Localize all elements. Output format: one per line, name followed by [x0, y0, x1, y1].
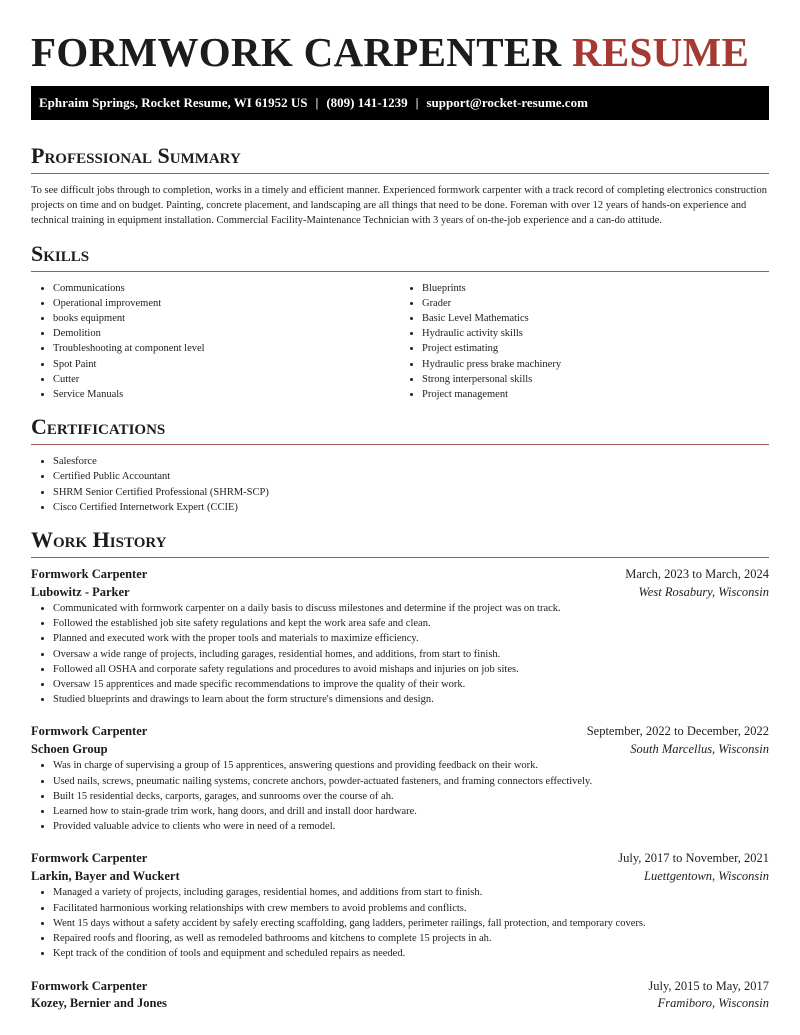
skill-item: • Project management	[422, 387, 769, 402]
job-duty-item: • Used nails, screws, pneumatic nailing systems, concrete anchors, powder-actuated fasteners, and framing connectors effectively.	[53, 774, 769, 789]
skill-item: • books equipment	[53, 311, 400, 326]
job-company-row	[31, 584, 769, 602]
job-entry	[31, 566, 769, 707]
section-divider	[31, 271, 769, 272]
resume-title	[31, 0, 769, 74]
certification-item: • Salesforce	[53, 454, 769, 469]
title-accent: RESUME	[571, 29, 750, 75]
contact-email: support@rocket-resume.com	[426, 95, 588, 110]
job-duty-item: • Was in charge of supervising a group of 15 apprentices, answering questions and providing feedback on their work.	[53, 758, 769, 773]
job-header-row	[31, 978, 769, 996]
job-dates: September, 2022 to December, 2022	[586, 724, 769, 739]
skill-item: • Cutter	[53, 372, 400, 387]
job-entry	[31, 723, 769, 834]
jobs-list	[31, 566, 769, 1012]
certification-item: • SHRM Senior Certified Professional (SHRM-SCP)	[53, 485, 769, 500]
skill-item: • Spot Paint	[53, 357, 400, 372]
job-dates: March, 2023 to March, 2024	[625, 567, 769, 582]
job-location: West Rosabury, Wisconsin	[638, 584, 769, 599]
section-divider	[31, 557, 769, 558]
summary-section	[31, 143, 769, 229]
job-header-row	[31, 566, 769, 584]
certifications-list	[31, 454, 769, 515]
skill-item: • Project estimating	[422, 341, 769, 356]
job-company-row	[31, 995, 769, 1013]
contact-separator: |	[315, 95, 319, 110]
skill-item: • Blueprints	[422, 281, 769, 296]
job-company: Larkin, Bayer and Wuckert	[31, 868, 180, 883]
certifications-heading: Certifications	[31, 414, 166, 440]
job-duties-list	[31, 758, 769, 834]
job-location: South Marcellus, Wisconsin	[630, 741, 769, 756]
job-duties-list	[31, 885, 769, 961]
summary-heading: Professional Summary	[31, 143, 241, 168]
skills-column-left	[31, 281, 400, 403]
job-duties-list	[31, 601, 769, 707]
skills-list-right	[400, 281, 769, 403]
section-divider	[31, 173, 769, 174]
job-title: Formwork Carpenter	[31, 851, 148, 866]
contact-phone: (809) 141-1239	[326, 95, 408, 110]
skill-item: • Service Manuals	[53, 387, 400, 402]
job-duty-item: • Managed a variety of projects, including garages, residential homes, and additions from start to finish.	[53, 885, 769, 900]
skills-heading: Skills	[31, 240, 90, 266]
job-dates: July, 2017 to November, 2021	[618, 851, 769, 866]
skill-item: • Grader	[422, 296, 769, 311]
job-duty-item: • Went 15 days without a safety accident by safely erecting scaffolding, gang ladders, perimeter railings, fall protection, and temporary covers.	[53, 916, 769, 931]
job-duty-item: • Kept track of the condition of tools and equipment and scheduled repairs as needed.	[53, 946, 769, 961]
job-duty-item: • Followed all OSHA and corporate safety regulations and procedures to avoid mishaps and injuries on job sites.	[53, 662, 769, 677]
job-company: Lubowitz - Parker	[31, 584, 130, 599]
skills-column-right	[400, 281, 769, 403]
summary-text: To see difficult jobs through to completion, works in a timely and efficient manner. Experienced formwork carpenter with a track record of completing electronics construction projects on time and on budget. Painting, concrete placement, and landscaping are all things that need to be done. Foreman with over 12 years of hands-on experience and technical training in equipment installation. Commercial Facility-Maintenance Technician with 3 years of on-the-job experience and a can-do attitude.	[31, 185, 767, 227]
job-duty-item: • Provided valuable advice to clients who were in need of a remodel.	[53, 819, 769, 834]
skill-item: • Strong interpersonal skills	[422, 372, 769, 387]
job-entry	[31, 850, 769, 961]
skills-columns	[31, 281, 769, 403]
job-duty-item: • Followed the established job site safety regulations and kept the work area safe and clean.	[53, 616, 769, 631]
contact-separator: |	[415, 95, 419, 110]
skill-item: • Troubleshooting at component level	[53, 341, 400, 356]
job-duty-item: • Studied blueprints and drawings to learn about the form structure's dimensions and design.	[53, 692, 769, 707]
contact-address: Ephraim Springs, Rocket Resume, WI 61952 US	[39, 95, 308, 110]
skill-item: • Demolition	[53, 326, 400, 341]
skill-item: • Communications	[53, 281, 400, 296]
job-duty-item: • Oversaw a wide range of projects, including garages, residential homes, and additions, from start to finish.	[53, 647, 769, 662]
job-location: Luettgentown, Wisconsin	[644, 868, 769, 883]
title-main: FORMWORK CARPENTER	[31, 29, 562, 75]
certification-item: • Cisco Certified Internetwork Expert (CCIE)	[53, 500, 769, 515]
job-entry	[31, 978, 769, 1013]
certifications-section	[31, 414, 769, 515]
job-duty-item: • Facilitated harmonious working relationships with crew members to avoid problems and conflicts.	[53, 901, 769, 916]
certification-item: • Certified Public Accountant	[53, 469, 769, 484]
job-company-row	[31, 868, 769, 886]
job-company: Schoen Group	[31, 741, 108, 756]
work-history-section	[31, 527, 769, 1012]
job-duty-item: • Oversaw 15 apprentices and made specific recommendations to improve the quality of their work.	[53, 677, 769, 692]
work-history-heading: Work History	[31, 527, 167, 553]
skills-section	[31, 241, 769, 403]
skill-item: • Basic Level Mathematics	[422, 311, 769, 326]
job-header-row	[31, 723, 769, 741]
job-duty-item: • Repaired roofs and flooring, as well as remodeled bathrooms and kitchens to complete 15 projects in ah.	[53, 931, 769, 946]
job-title: Formwork Carpenter	[31, 978, 148, 993]
skill-item: • Hydraulic activity skills	[422, 326, 769, 341]
job-dates: July, 2015 to May, 2017	[648, 978, 769, 993]
job-title: Formwork Carpenter	[31, 567, 148, 582]
job-duty-item: • Learned how to stain-grade trim work, hang doors, and drill and install door hardware.	[53, 804, 769, 819]
job-duty-item: • Communicated with formwork carpenter on a daily basis to discuss milestones and determine if the project was on track.	[53, 601, 769, 616]
job-duty-item: • Planned and executed work with the proper tools and materials to maximize efficiency.	[53, 631, 769, 646]
job-location: Framiboro, Wisconsin	[657, 996, 769, 1010]
skill-item: • Hydraulic press brake machinery	[422, 357, 769, 372]
skills-list-left	[31, 281, 400, 403]
section-divider	[31, 444, 769, 445]
job-header-row	[31, 850, 769, 868]
job-company-row	[31, 741, 769, 759]
job-title: Formwork Carpenter	[31, 724, 148, 739]
job-company: Kozey, Bernier and Jones	[31, 996, 167, 1010]
contact-bar	[31, 86, 769, 120]
skill-item: • Operational improvement	[53, 296, 400, 311]
job-duty-item: • Built 15 residential decks, carports, garages, and sunrooms over the course of ah.	[53, 789, 769, 804]
